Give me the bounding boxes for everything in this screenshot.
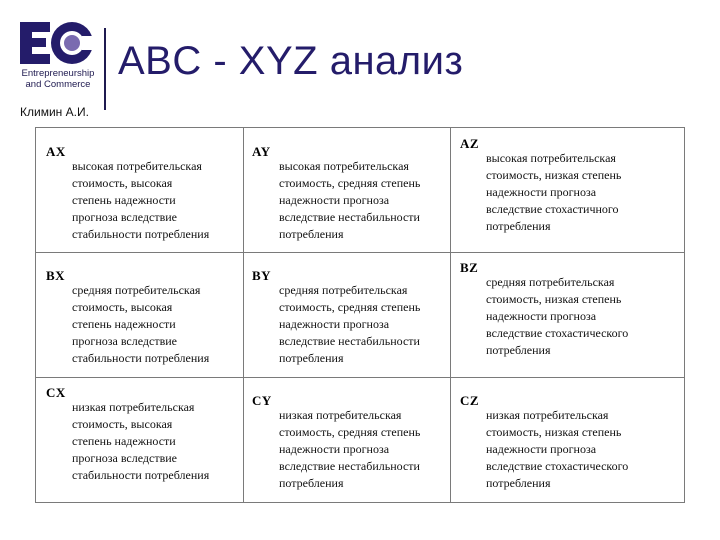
grid-row-divider [36, 252, 684, 253]
author-name: Климин А.И. [20, 105, 89, 119]
cell-ay-label: AY [252, 144, 271, 159]
cell-cz-text: низкая потребительская стоимость, низкая степень надежности прогноза вследствие стохастического потребления [486, 408, 629, 490]
cell-ax-label: AX [46, 144, 66, 159]
logo-line-1: Entrepreneurship [21, 68, 95, 79]
cell-by-label: BY [252, 268, 272, 283]
logo-text [12, 68, 104, 90]
cell-bx-text: средняя потребительская стоимость, высокая степень надежности прогноза вследствие стабильности потребления [72, 283, 210, 365]
grid-column-divider [450, 128, 451, 502]
cell-cy-label: CY [252, 393, 272, 408]
cell-ay-text: высокая потребительская стоимость, средняя степень надежности прогноза вследствие нестабильности потребления [279, 159, 421, 241]
cell-cx-text: низкая потребительская стоимость, высокая степень надежности прогноза вследствие стабильности потребления [72, 400, 210, 482]
grid-column-divider [243, 128, 244, 502]
cell-cy-text: низкая потребительская стоимость, средняя степень надежности прогноза вследствие нестабильности потребления [279, 408, 421, 490]
header-divider [104, 28, 106, 110]
cell-cx-label: CX [46, 385, 66, 400]
cell-az-text: высокая потребительская стоимость, низкая степень надежности прогноза вследствие стохастичного потребления [486, 151, 622, 233]
ec-logo-icon [20, 20, 96, 66]
cell-bz-label: BZ [460, 260, 479, 275]
cell-bx-label: BX [46, 268, 66, 283]
abc-xyz-matrix [35, 127, 685, 503]
page-title: ABC - XYZ анализ [118, 39, 464, 83]
cell-az-label: AZ [460, 136, 480, 151]
cell-ax-text: высокая потребительская стоимость, высокая степень надежности прогноза вследствие стабильности потребления [72, 159, 210, 241]
logo-line-2: and Commerce [25, 79, 91, 90]
cell-bz-text: средняя потребительская стоимость, низкая степень надежности прогноза вследствие стохастического потребления [486, 275, 629, 357]
logo [12, 20, 104, 90]
grid-row-divider [36, 377, 684, 378]
cell-cz-label: CZ [460, 393, 480, 408]
cell-by-text: средняя потребительская стоимость, средняя степень надежности прогноза вследствие нестабильности потребления [279, 283, 421, 365]
